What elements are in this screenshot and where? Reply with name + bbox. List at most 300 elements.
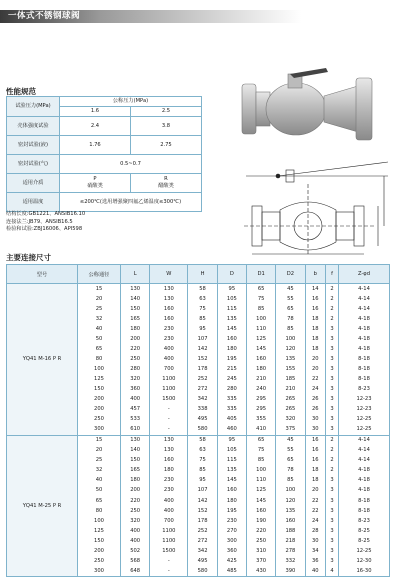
column-header: D1	[246, 265, 275, 284]
table-cell: 300	[78, 425, 121, 436]
table-cell: 25	[78, 304, 121, 314]
perf-cell: 1.6	[60, 107, 131, 117]
table-cell: 140	[121, 446, 150, 456]
table-cell: 107	[188, 334, 217, 344]
table-cell: 100	[78, 516, 121, 526]
table-cell: 400	[121, 526, 150, 536]
table-cell: 95	[217, 435, 246, 446]
table-cell: 120	[276, 496, 305, 506]
table-cell: 320	[121, 516, 150, 526]
table-cell: 160	[246, 506, 275, 516]
table-cell: 3	[325, 546, 338, 556]
table-cell: -	[150, 415, 188, 425]
table-cell: 502	[121, 546, 150, 556]
column-header: D	[217, 265, 246, 284]
page-title: 一体式不锈钢球阀	[8, 11, 81, 21]
table-cell: 2	[325, 304, 338, 314]
table-cell: 320	[121, 374, 150, 384]
table-cell: 270	[217, 526, 246, 536]
table-cell: 18	[305, 324, 325, 334]
table-cell: 55	[276, 294, 305, 304]
table-cell: 218	[276, 536, 305, 546]
perf-cell: 0.5~0.7	[60, 155, 202, 174]
table-cell: 107	[188, 486, 217, 496]
table-cell: 75	[246, 446, 275, 456]
table-cell: 360	[121, 384, 150, 394]
table-cell: 4-14	[339, 304, 390, 314]
column-header: D2	[276, 265, 305, 284]
table-cell: 195	[217, 354, 246, 364]
table-cell: 1100	[150, 384, 188, 394]
table-cell: 18	[305, 344, 325, 354]
perf-cell: 密封试验(气)	[7, 155, 60, 174]
table-cell: 142	[188, 344, 217, 354]
dimensions-body	[7, 284, 390, 577]
table-cell: 400	[150, 496, 188, 506]
table-cell: 100	[276, 486, 305, 496]
table-cell: 12-23	[339, 405, 390, 415]
table-cell: 125	[246, 486, 275, 496]
table-cell: 24	[305, 516, 325, 526]
table-cell: 3	[325, 364, 338, 374]
table-cell: 2	[325, 294, 338, 304]
table-cell: 400	[121, 395, 150, 405]
table-cell: 85	[246, 456, 275, 466]
table-cell: 65	[246, 435, 275, 446]
table-cell: 460	[217, 425, 246, 436]
table-cell: 250	[121, 506, 150, 516]
table-cell: 335	[217, 405, 246, 415]
table-cell: 295	[246, 405, 275, 415]
table-cell: 3	[325, 496, 338, 506]
table-cell: 400	[150, 354, 188, 364]
table-cell: 3	[325, 334, 338, 344]
table-cell: 250	[121, 354, 150, 364]
table-cell: 3	[325, 556, 338, 566]
table-cell: 165	[121, 314, 150, 324]
table-cell: 18	[305, 476, 325, 486]
table-cell: 145	[246, 496, 275, 506]
table-cell: 160	[246, 354, 275, 364]
table-cell: 430	[246, 566, 275, 577]
table-cell: 16	[305, 456, 325, 466]
table-cell: 485	[217, 566, 246, 577]
table-cell: 195	[217, 506, 246, 516]
table-cell: 12-25	[339, 415, 390, 425]
table-cell: 16	[305, 446, 325, 456]
table-cell: 58	[188, 284, 217, 295]
perf-cell: 试验压力(MPa)	[7, 97, 60, 117]
table-cell: 3	[325, 415, 338, 425]
valve-photo	[242, 68, 372, 140]
table-cell: 280	[217, 384, 246, 394]
perf-cell: ≤200℃(选用增强聚四氟乙烯温度≤300℃)	[60, 193, 202, 212]
table-cell: 8-23	[339, 516, 390, 526]
table-cell: 338	[188, 405, 217, 415]
table-cell: 295	[246, 395, 275, 405]
table-cell: 3	[325, 486, 338, 496]
table-cell: 4	[325, 566, 338, 577]
table-cell: 8-18	[339, 506, 390, 516]
table-cell: 300	[78, 566, 121, 577]
table-cell: 110	[246, 324, 275, 334]
table-cell: 4-18	[339, 314, 390, 324]
table-cell: 140	[121, 294, 150, 304]
table-cell: 700	[150, 364, 188, 374]
table-cell: 85	[188, 314, 217, 324]
table-cell: 3	[325, 324, 338, 334]
table-cell: 180	[121, 324, 150, 334]
table-cell: 63	[188, 446, 217, 456]
model-cell: YQ41 M-16 P R	[7, 284, 78, 436]
table-cell: 160	[150, 456, 188, 466]
table-cell: 36	[305, 556, 325, 566]
table-cell: 200	[78, 546, 121, 556]
table-cell: 230	[150, 334, 188, 344]
perf-cell: 公称压力(MPa)	[60, 97, 202, 107]
table-cell: 265	[276, 395, 305, 405]
table-cell: 16	[305, 304, 325, 314]
table-cell: 20	[305, 354, 325, 364]
table-cell: 152	[188, 506, 217, 516]
column-header: W	[150, 265, 188, 284]
table-cell: 155	[276, 364, 305, 374]
valve-drawing	[238, 66, 394, 256]
table-cell: 533	[121, 415, 150, 425]
table-cell: 95	[217, 284, 246, 295]
table-cell: 580	[188, 425, 217, 436]
table-cell: 2	[325, 446, 338, 456]
table-cell: 245	[217, 374, 246, 384]
dimensions-table	[6, 264, 390, 577]
table-cell: 16-30	[339, 566, 390, 577]
table-cell: 75	[188, 456, 217, 466]
table-cell: 125	[78, 374, 121, 384]
table-cell: -	[150, 556, 188, 566]
table-cell: 3	[325, 425, 338, 436]
table-cell: 2	[325, 435, 338, 446]
table-cell: 130	[121, 435, 150, 446]
column-header: L	[121, 265, 150, 284]
table-cell: 135	[276, 506, 305, 516]
table-cell: 3	[325, 526, 338, 536]
table-cell: 105	[217, 294, 246, 304]
table-cell: 30	[305, 415, 325, 425]
table-cell: 30	[305, 425, 325, 436]
table-cell: 150	[121, 456, 150, 466]
table-cell: 610	[121, 425, 150, 436]
table-cell: 1500	[150, 395, 188, 405]
table-cell: 135	[217, 466, 246, 476]
table-cell: 65	[78, 344, 121, 354]
perf-cell: 3.8	[130, 117, 201, 136]
table-cell: 105	[217, 446, 246, 456]
table-cell: 8-18	[339, 354, 390, 364]
table-cell: 220	[121, 344, 150, 354]
table-cell: 26	[305, 395, 325, 405]
title-bar	[0, 0, 402, 26]
table-cell: 16	[305, 294, 325, 304]
table-cell: 1500	[150, 546, 188, 556]
table-cell: 160	[150, 314, 188, 324]
valve-section-drawing	[244, 162, 388, 254]
table-cell: 252	[188, 526, 217, 536]
column-header: 公称通径	[78, 265, 121, 284]
table-cell: 8-18	[339, 364, 390, 374]
table-cell: 130	[150, 435, 188, 446]
table-cell: 178	[188, 364, 217, 374]
table-cell: 80	[78, 506, 121, 516]
note-line: 检验和试验:ZBJ16006、API598	[6, 226, 83, 232]
table-cell: 12-23	[339, 395, 390, 405]
table-cell: 580	[188, 566, 217, 577]
table-cell: 272	[188, 536, 217, 546]
table-cell: -	[150, 566, 188, 577]
table-cell: 2	[325, 456, 338, 466]
table-cell: 1100	[150, 536, 188, 546]
table-cell: 18	[305, 466, 325, 476]
table-cell: 3	[325, 384, 338, 394]
table-cell: 355	[246, 415, 275, 425]
table-cell: 16	[305, 435, 325, 446]
table-cell: 150	[121, 304, 150, 314]
table-cell: 115	[217, 456, 246, 466]
table-cell: 342	[188, 546, 217, 556]
table-cell: 75	[188, 304, 217, 314]
table-cell: 15	[78, 284, 121, 295]
table-cell: 100	[246, 466, 275, 476]
note-line: 连接法兰:JB79、ANSIB16.5	[6, 218, 73, 225]
table-cell: 145	[217, 324, 246, 334]
table-cell: 20	[305, 486, 325, 496]
table-cell: 165	[121, 466, 150, 476]
table-cell: 700	[150, 516, 188, 526]
table-cell: 400	[150, 506, 188, 516]
table-cell: 14	[305, 284, 325, 295]
table-cell: 58	[188, 435, 217, 446]
table-cell: 30	[305, 536, 325, 546]
table-cell: 18	[305, 334, 325, 344]
table-cell: 648	[121, 566, 150, 577]
table-cell: 400	[150, 344, 188, 354]
table-cell: 100	[246, 314, 275, 324]
table-cell: 45	[276, 435, 305, 446]
table-cell: 85	[246, 304, 275, 314]
table-cell: 160	[276, 516, 305, 526]
table-cell: 2	[325, 284, 338, 295]
table-cell: 190	[246, 516, 275, 526]
table-cell: 495	[188, 415, 217, 425]
table-cell: 50	[78, 486, 121, 496]
table-cell: 160	[150, 304, 188, 314]
table-cell: 188	[276, 526, 305, 536]
table-cell: 63	[188, 294, 217, 304]
perf-cell: 壳体强度试验	[7, 117, 60, 136]
table-cell: 15	[78, 435, 121, 446]
table-cell: 34	[305, 546, 325, 556]
table-cell: 400	[121, 536, 150, 546]
table-cell: -	[150, 405, 188, 415]
table-cell: 210	[276, 384, 305, 394]
table-cell: 370	[246, 556, 275, 566]
table-cell: 410	[246, 425, 275, 436]
table-cell: 55	[276, 446, 305, 456]
table-cell: 22	[305, 374, 325, 384]
table-cell: 125	[246, 334, 275, 344]
table-cell: 12-25	[339, 425, 390, 436]
table-cell: 252	[188, 374, 217, 384]
model-cell: YQ41 M-25 P R	[7, 435, 78, 577]
table-cell: 3	[325, 476, 338, 486]
table-cell: 85	[276, 476, 305, 486]
table-cell: 342	[188, 395, 217, 405]
table-cell: 18	[305, 314, 325, 324]
table-cell: 250	[246, 536, 275, 546]
table-cell: 4-18	[339, 344, 390, 354]
table-cell: 78	[276, 314, 305, 324]
table-cell: 45	[276, 284, 305, 295]
perf-cell: P 硝酸类	[60, 174, 131, 193]
table-cell: 25	[78, 456, 121, 466]
table-cell: 12-30	[339, 556, 390, 566]
table-cell: 145	[246, 344, 275, 354]
table-cell: 150	[78, 384, 121, 394]
table-cell: 2	[325, 466, 338, 476]
table-cell: 278	[276, 546, 305, 556]
table-cell: 3	[325, 354, 338, 364]
table-cell: 65	[276, 304, 305, 314]
table-cell: 4-18	[339, 466, 390, 476]
table-cell: 130	[150, 294, 188, 304]
performance-table	[6, 96, 202, 212]
table-cell: 3	[325, 344, 338, 354]
table-cell: 3	[325, 395, 338, 405]
table-cell: 495	[188, 556, 217, 566]
table-cell: 220	[121, 496, 150, 506]
table-cell: 405	[217, 415, 246, 425]
table-cell: 95	[188, 476, 217, 486]
table-cell: 4-14	[339, 435, 390, 446]
table-cell: 1100	[150, 526, 188, 536]
table-cell: 180	[150, 466, 188, 476]
table-cell: 95	[188, 324, 217, 334]
table-cell: 200	[78, 395, 121, 405]
table-cell: 80	[78, 354, 121, 364]
table-cell: 3	[325, 506, 338, 516]
table-cell: 135	[217, 314, 246, 324]
table-cell: 26	[305, 405, 325, 415]
table-cell: 130	[150, 284, 188, 295]
table-cell: 4-14	[339, 446, 390, 456]
table-cell: 125	[78, 526, 121, 536]
table-cell: 457	[121, 405, 150, 415]
column-header: Z-φd	[339, 265, 390, 284]
table-cell: 230	[150, 324, 188, 334]
table-cell: 3	[325, 374, 338, 384]
table-cell: 142	[188, 496, 217, 506]
table-cell: 178	[188, 516, 217, 526]
table-cell: 8-18	[339, 374, 390, 384]
table-cell: 145	[217, 476, 246, 486]
table-cell: 3	[325, 405, 338, 415]
table-cell: 20	[78, 446, 121, 456]
table-cell: 250	[78, 415, 121, 425]
perf-cell: 2.4	[60, 117, 131, 136]
table-cell: 332	[276, 556, 305, 566]
table-cell: 78	[276, 466, 305, 476]
table-cell: 360	[217, 546, 246, 556]
table-cell: 130	[150, 446, 188, 456]
table-cell: 200	[121, 334, 150, 344]
table-cell: 4-14	[339, 284, 390, 295]
table-cell: 3	[325, 516, 338, 526]
table-cell: 85	[188, 466, 217, 476]
table-cell: 20	[305, 364, 325, 374]
table-cell: 20	[78, 294, 121, 304]
table-cell: 4-18	[339, 324, 390, 334]
table-cell: 4-14	[339, 456, 390, 466]
dimensions-section-title: 主要连接尺寸	[6, 253, 51, 262]
table-cell: 115	[217, 304, 246, 314]
table-cell: 130	[121, 284, 150, 295]
table-cell: 390	[276, 566, 305, 577]
table-cell: 65	[276, 456, 305, 466]
table-cell: 85	[276, 324, 305, 334]
table-cell: 4-18	[339, 486, 390, 496]
table-cell: 75	[246, 294, 275, 304]
table-cell: 40	[305, 566, 325, 577]
table-cell: 65	[246, 284, 275, 295]
table-cell: 8-23	[339, 384, 390, 394]
table-cell: 250	[78, 556, 121, 566]
table-cell: -	[150, 425, 188, 436]
table-cell: 210	[246, 374, 275, 384]
table-cell: 4-18	[339, 476, 390, 486]
column-header: H	[188, 265, 217, 284]
table-cell: 100	[276, 334, 305, 344]
table-cell: 180	[121, 476, 150, 486]
perf-cell: 2.5	[130, 107, 201, 117]
table-cell: 24	[305, 384, 325, 394]
table-cell: 240	[246, 384, 275, 394]
table-cell: 230	[150, 476, 188, 486]
table-cell: 568	[121, 556, 150, 566]
table-cell: 2	[325, 314, 338, 324]
table-cell: 8-18	[339, 496, 390, 506]
table-cell: 300	[217, 536, 246, 546]
column-header: b	[305, 265, 325, 284]
table-cell: 230	[150, 486, 188, 496]
table-cell: 375	[276, 425, 305, 436]
table-cell: 160	[217, 486, 246, 496]
table-cell: 50	[78, 334, 121, 344]
table-cell: 8-25	[339, 526, 390, 536]
table-cell: 230	[217, 516, 246, 526]
table-row	[7, 435, 390, 446]
table-cell: 40	[78, 476, 121, 486]
standards-notes	[6, 211, 85, 234]
note-line: 结构长度:GB1221、ANSIB16.10	[6, 211, 86, 217]
table-cell: 180	[246, 364, 275, 374]
table-cell: 1100	[150, 374, 188, 384]
table-row	[7, 284, 390, 295]
table-cell: 135	[276, 354, 305, 364]
table-cell: 200	[121, 486, 150, 496]
perf-cell: 适用介质	[7, 174, 60, 193]
table-cell: 110	[246, 476, 275, 486]
perf-cell: 2.75	[130, 136, 201, 155]
table-cell: 152	[188, 354, 217, 364]
